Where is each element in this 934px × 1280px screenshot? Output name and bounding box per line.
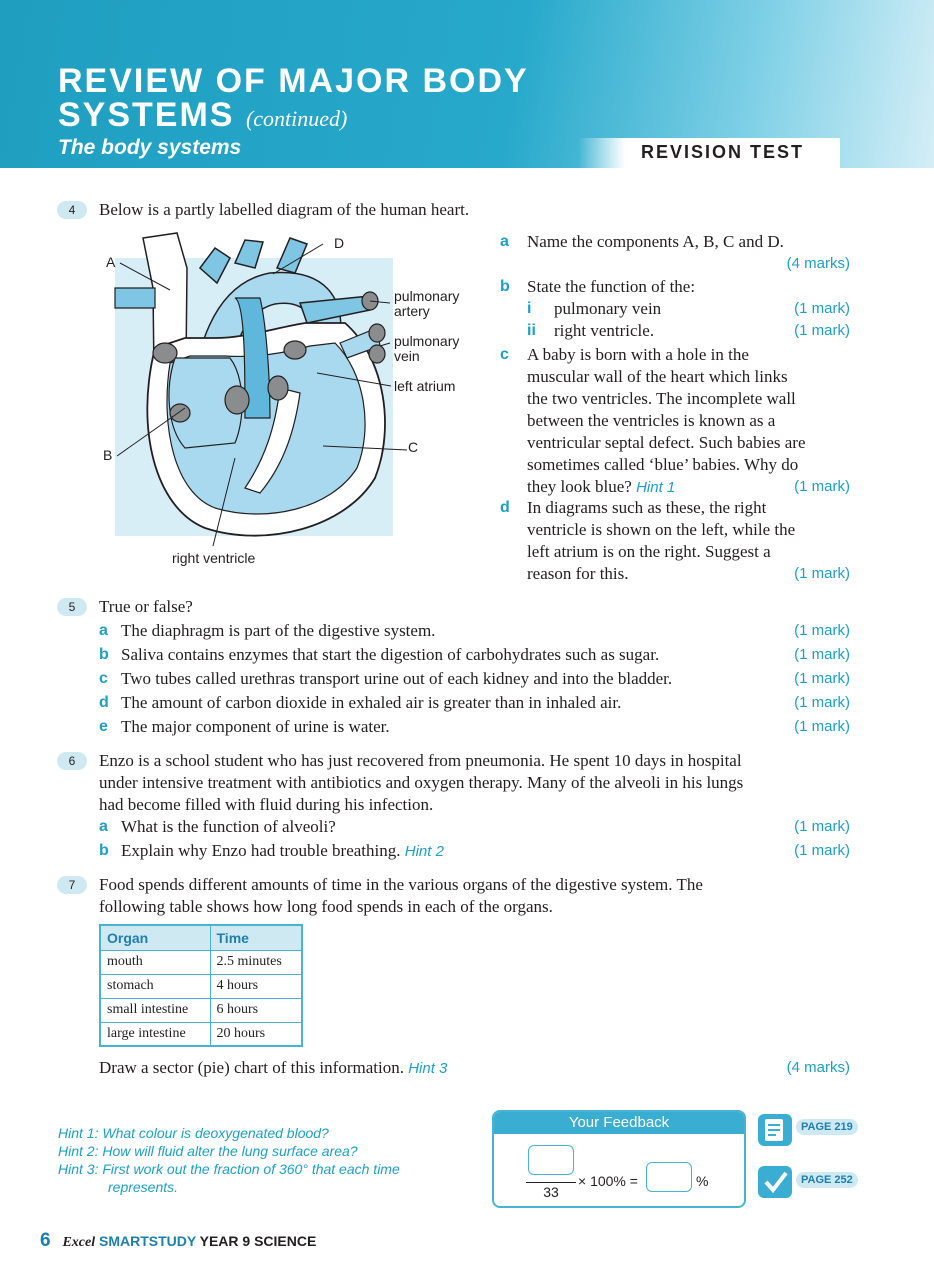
q4d-line: ventricle is shown on the left, while the — [527, 520, 796, 539]
title-line-2-text: SYSTEMS — [58, 96, 235, 134]
table-header-row — [100, 925, 302, 950]
table-cell: 20 hours — [210, 1022, 302, 1046]
question-number-5: 5 — [57, 598, 87, 616]
label-d: D — [334, 235, 345, 251]
table-header-time: Time — [210, 925, 302, 950]
q5a-marks: (1 mark) — [794, 622, 850, 639]
q4b-text: State the function of the: — [527, 277, 696, 296]
footer-year: YEAR 9 SCIENCE — [199, 1233, 317, 1249]
q7-marks: (4 marks) — [786, 1059, 850, 1076]
heart-diagram — [95, 228, 495, 573]
q4bii-marks: (1 mark) — [794, 322, 850, 339]
q4bi-text: pulmonary vein — [554, 299, 662, 318]
question-number-7: 7 — [57, 876, 87, 894]
hint-3-cont: represents. — [108, 1179, 179, 1195]
label-pulmonary-vein — [394, 334, 459, 364]
q5a-text: The diaphragm is part of the digestive system. — [121, 621, 436, 640]
table-cell: small intestine — [100, 998, 210, 1022]
q4c-letter: c — [500, 346, 509, 363]
q4a-text: Name the components A, B, C and D. — [527, 232, 784, 251]
q6-stem — [99, 750, 879, 816]
q4c-line: A baby is born with a hole in the — [527, 345, 749, 364]
q4bii-text: right ventricle. — [554, 321, 655, 340]
q7-line: following table shows how long food spends in each of the organs. — [99, 897, 553, 916]
q4b-letter: b — [500, 278, 510, 295]
feedback-times: × 100% = — [578, 1173, 638, 1189]
q4d-letter: d — [500, 499, 510, 516]
q7-stem — [99, 874, 879, 918]
q5c-marks: (1 mark) — [794, 670, 850, 687]
q5e-text: The major component of urine is water. — [121, 717, 390, 736]
table-cell: large intestine — [100, 1022, 210, 1046]
q4d-line: left atrium is on the right. Suggest a — [527, 542, 771, 561]
hint-3: Hint 3: First work out the fraction of 360° that each time — [58, 1161, 400, 1177]
feedback-percent: % — [696, 1173, 709, 1189]
q5b-letter: b — [99, 646, 109, 663]
label-pulmonary-vein-2: vein — [394, 348, 420, 364]
label-c: C — [408, 439, 419, 455]
percent-input[interactable] — [646, 1162, 692, 1192]
q6b-letter: b — [99, 842, 109, 859]
q6b-question: Explain why Enzo had trouble breathing. — [121, 841, 401, 860]
q4c-line: between the ventricles is known as a — [527, 411, 776, 430]
page-252-badge[interactable]: PAGE 252 — [796, 1172, 858, 1188]
q7-task-text: Draw a sector (pie) chart of this information. — [99, 1058, 404, 1077]
q7-task — [99, 1057, 447, 1080]
question-number-6: 6 — [57, 752, 87, 770]
q6-line: Enzo is a school student who has just recovered from pneumonia. He spent 10 days in hospital — [99, 751, 742, 770]
hint-3-link[interactable]: Hint 3 — [408, 1060, 448, 1077]
q6b-text — [121, 840, 444, 863]
q5d-letter: d — [99, 694, 109, 711]
q5e-marks: (1 mark) — [794, 718, 850, 735]
label-left-atrium: left atrium — [394, 378, 456, 394]
table-cell: 6 hours — [210, 998, 302, 1022]
revision-test-tag: REVISION TEST — [578, 138, 840, 168]
fraction-line — [526, 1182, 576, 1183]
q4a-marks: (4 marks) — [786, 255, 850, 272]
footer-excel: Excel — [62, 1235, 96, 1250]
table-row — [100, 950, 302, 974]
page-219-badge[interactable]: PAGE 219 — [796, 1119, 858, 1135]
checkmark-icon[interactable] — [756, 1162, 796, 1202]
table-cell: stomach — [100, 974, 210, 998]
hint-2-link[interactable]: Hint 2 — [404, 843, 444, 860]
q4c-line: muscular wall of the heart which links — [527, 367, 788, 386]
q4bi-letter: i — [527, 300, 532, 317]
score-input[interactable] — [528, 1145, 574, 1175]
page-title — [58, 64, 529, 136]
feedback-denominator: 33 — [543, 1184, 559, 1200]
page-number: 6 — [40, 1230, 51, 1251]
hint-1-link[interactable]: Hint 1 — [636, 479, 676, 496]
q4d-marks: (1 mark) — [794, 565, 850, 582]
q6-line: had become filled with fluid during his infection. — [99, 795, 434, 814]
table-row — [100, 1022, 302, 1046]
q6b-marks: (1 mark) — [794, 842, 850, 859]
q4-stem: Below is a partly labelled diagram of the human heart. — [99, 200, 470, 219]
q4c-line: the two ventricles. The incomplete wall — [527, 389, 796, 408]
q5a-letter: a — [99, 622, 108, 639]
q4c-last: they look blue? — [527, 477, 632, 496]
q4d-line: In diagrams such as these, the right — [527, 498, 767, 517]
q4bi-marks: (1 mark) — [794, 300, 850, 317]
label-pulmonary-artery-1: pulmonary — [394, 288, 460, 304]
q5c-text: Two tubes called urethras transport urine out of each kidney and into the bladder. — [121, 669, 673, 688]
q4a-letter: a — [500, 233, 509, 250]
q4c-line: sometimes called ‘blue’ babies. Why do — [527, 455, 799, 474]
q4d-last: reason for this. — [527, 564, 629, 583]
feedback-panel — [492, 1110, 746, 1208]
q5b-marks: (1 mark) — [794, 646, 850, 663]
footer-smartstudy: SMARTSTUDY — [99, 1233, 196, 1249]
q5d-text: The amount of carbon dioxide in exhaled air is greater than in inhaled air. — [121, 693, 622, 712]
q5e-letter: e — [99, 718, 108, 735]
label-right-ventricle: right ventricle — [172, 550, 256, 566]
table-cell: 2.5 minutes — [210, 950, 302, 974]
table-header-organ: Organ — [100, 925, 210, 950]
hints-list — [58, 1124, 400, 1196]
q6a-marks: (1 mark) — [794, 818, 850, 835]
q5-stem: True or false? — [99, 597, 193, 616]
label-pulmonary-artery-2: artery — [394, 303, 430, 319]
q7-line: Food spends different amounts of time in the various organs of the digestive system. The — [99, 875, 703, 894]
q4c-line: ventricular septal defect. Such babies are — [527, 433, 806, 452]
q5b-text: Saliva contains enzymes that start the digestion of carbohydrates such as sugar. — [121, 645, 660, 664]
feedback-title: Your Feedback — [494, 1112, 744, 1134]
table-row — [100, 974, 302, 998]
title-line-1: REVIEW OF MAJOR BODY — [58, 62, 529, 100]
q6a-letter: a — [99, 818, 108, 835]
q5c-letter: c — [99, 670, 108, 687]
q5d-marks: (1 mark) — [794, 694, 850, 711]
hint-1: Hint 1: What colour is deoxygenated blood? — [58, 1125, 329, 1141]
q6a-text: What is the function of alveoli? — [121, 817, 336, 836]
label-a: A — [106, 254, 116, 270]
clipboard-icon[interactable] — [756, 1110, 796, 1150]
title-line-2 — [58, 98, 529, 136]
label-pulmonary-artery — [394, 289, 459, 319]
digestion-time-table — [99, 924, 303, 1047]
table-row — [100, 998, 302, 1022]
question-number-4: 4 — [57, 201, 87, 219]
q4c-marks: (1 mark) — [794, 478, 850, 495]
page-subtitle: The body systems — [58, 136, 242, 159]
table-cell: mouth — [100, 950, 210, 974]
q4bii-letter: ii — [527, 322, 536, 339]
page-footer — [40, 1230, 316, 1252]
label-pulmonary-vein-1: pulmonary — [394, 333, 460, 349]
hint-2: Hint 2: How will fluid alter the lung surface area? — [58, 1143, 358, 1159]
continued-label: (continued) — [245, 106, 348, 131]
table-cell: 4 hours — [210, 974, 302, 998]
label-b: B — [103, 447, 113, 463]
q6-line: under intensive treatment with antibiotics and oxygen therapy. Many of the alveoli in his lungs — [99, 773, 744, 792]
